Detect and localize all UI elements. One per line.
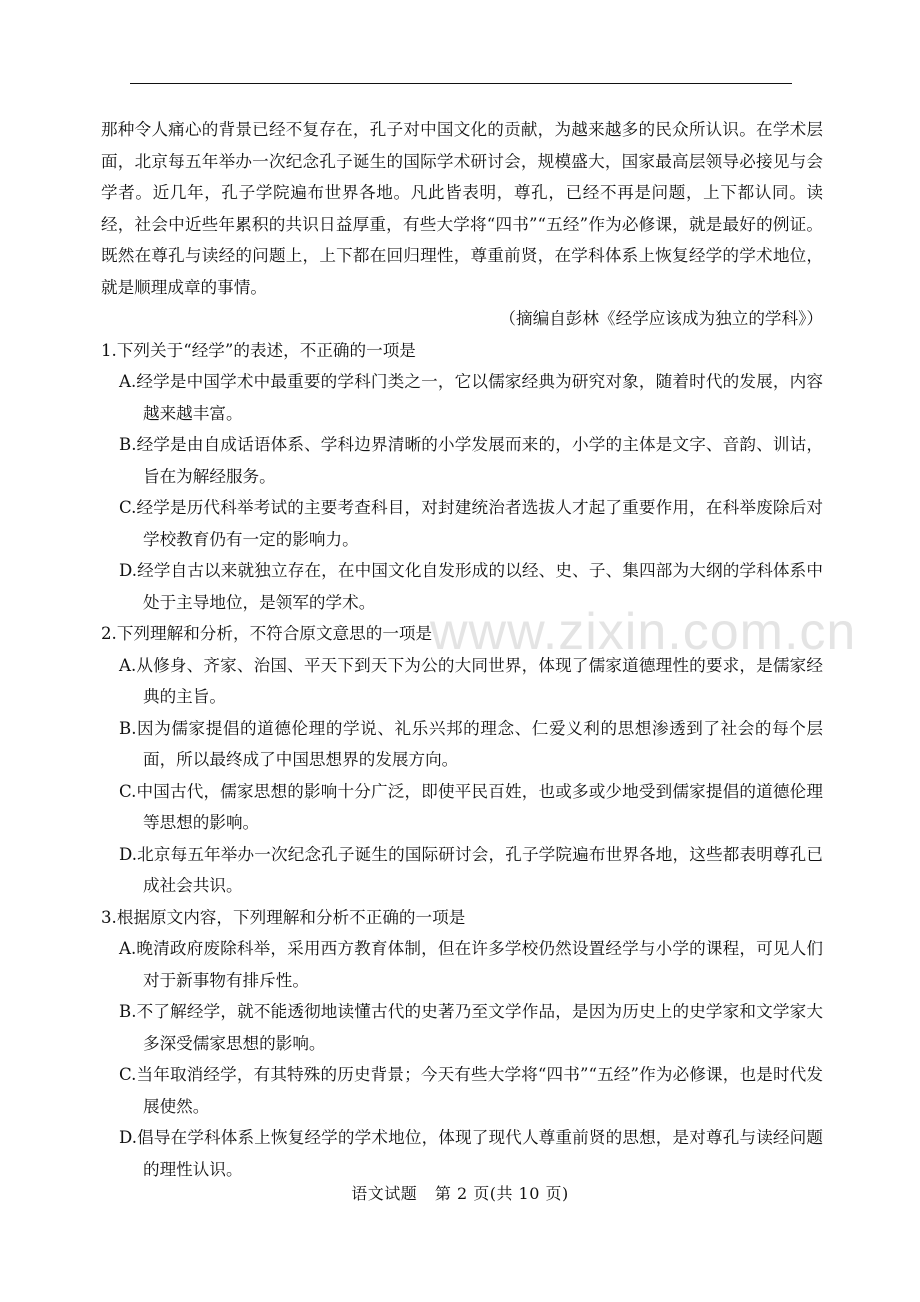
option-a: A.晚清政府废除科举，采用西方教育体制，但在许多学校仍然设置经学与小学的课程，可见人们对于新事物有排斥性。 [119,939,823,990]
option-d: D.北京每五年举办一次纪念孔子诞生的国际研讨会，孔子学院遍布世界各地，这些都表明尊孔已成社会共识。 [119,844,823,895]
footer-page-number: 第 2 页(共 10 页) [434,1184,569,1203]
question-1 [101,335,823,619]
header-rule [130,83,792,84]
question-stem: 2.下列理解和分析，不符合原文意思的一项是 [101,624,433,643]
option-c: C.中国古代，儒家思想的影响十分广泛，即使平民百姓，也或多或少地受到儒家提倡的道德伦理等思想的影响。 [119,781,823,832]
option-a: A.从修身、齐家、治国、平天下到天下为公的大同世界，体现了儒家道德理性的要求，是儒家经典的主旨。 [119,655,823,706]
question-3 [101,902,823,1186]
option-a: A.经学是中国学术中最重要的学科门类之一，它以儒家经典为研究对象，随着时代的发展，内容越来越丰富。 [119,372,823,423]
option-b: B.经学是由自成话语体系、学科边界清晰的小学发展而来的，小学的主体是文字、音韵、训诂，旨在为解经服务。 [119,435,823,486]
option-b: B.因为儒家提倡的道德伦理的学说、礼乐兴邦的理念、仁爱义利的思想渗透到了社会的每个层面，所以最终成了中国思想界的发展方向。 [119,718,823,769]
question-stem: 3.根据原文内容，下列理解和分析不正确的一项是 [101,907,466,927]
option-c: C.经学是历代科举考试的主要考查科目，对封建统治者选拔人才起了重要作用，在科举废除后对学校教育仍有一定的影响力。 [119,498,823,549]
passage-paragraph: 那种令人痛心的背景已经不复存在，孔子对中国文化的贡献，为越来越多的民众所认识。在学术层面，北京每五年举办一次纪念孔子诞生的国际学术研讨会，规模盛大，国家最高层领导必接见与会学者。近几年，孔子学院遍布世界各地。凡此皆表明，尊孔，已经不再是问题，上下都认同。读经，社会中近些年累积的共识日益厚重，有些大学将“四书”“五经”作为必修课，就是最好的例证。既然在尊孔与读经的问题上，上下都在回归理性，尊重前贤，在学科体系上恢复经学的学术地位，就是顺理成章的事情。 [101,120,823,297]
option-b: B.不了解经学，就不能透彻地读懂古代的史著乃至文学作品，是因为历史上的史学家和文学家大多深受儒家思想的影响。 [119,1002,823,1053]
passage-source: （摘编自彭林《经学应该成为独立的学科》） [499,309,823,328]
footer-subject: 语文试题 [351,1184,418,1203]
page-footer [0,1181,920,1204]
page-content [101,114,823,1185]
option-d: D.倡导在学科体系上恢复经学的学术地位，体现了现代人尊重前贤的思想，是对尊孔与读经问题的理性认识。 [119,1128,823,1179]
watermark: www.zixin.com.cn [430,603,857,661]
question-stem: 1.下列关于“经学”的表述，不正确的一项是 [101,340,416,360]
option-d: D.经学自古以来就独立存在，在中国文化自发形成的以经、史、子、集四部为大纲的学科体系中处于主导地位，是领军的学术。 [119,561,823,612]
option-c: C.当年取消经学，有其特殊的历史背景；今天有些大学将“四书”“五经”作为必修课，也是时代发展使然。 [119,1065,823,1116]
question-2 [101,618,823,902]
